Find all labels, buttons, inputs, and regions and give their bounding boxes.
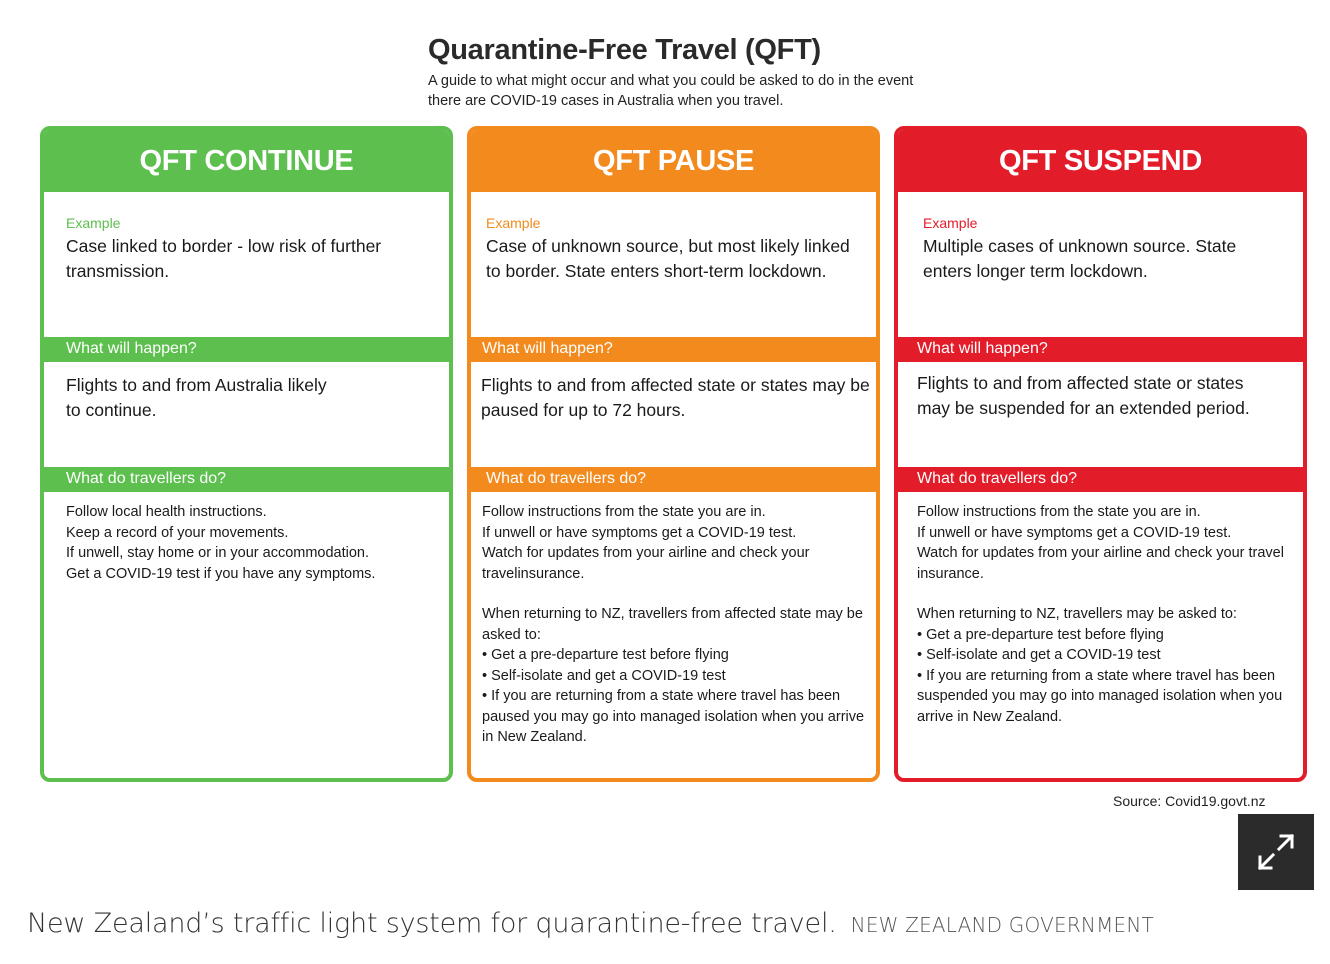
list-item: • Self-isolate and get a COVID-19 test (917, 647, 1161, 663)
list-item: • Get a pre-departure test before flying (482, 647, 729, 663)
what-will-happen-bar: What will happen? (44, 337, 449, 362)
card-qft-pause (467, 126, 880, 782)
what-travellers-do-bar: What do travellers do? (44, 467, 449, 492)
list-item: Follow local health instructions. (66, 504, 267, 520)
infographic-title: Quarantine-Free Travel (QFT) (428, 34, 821, 66)
expand-arrows-icon (1254, 830, 1298, 874)
example-text: Multiple cases of unknown source. State enters longer term lockdown. (923, 236, 1237, 281)
list-item: • If you are returning from a state where travel has been paused you may go into managed isolation when you arrive in New Zealand. (482, 688, 865, 745)
list-item: • Get a pre-departure test before flying (917, 626, 1164, 643)
list-item: If unwell, stay home or in your accommodation. (66, 545, 370, 561)
what-travellers-do-section (44, 502, 449, 584)
infographic-subtitle: A guide to what might occur and what you could be asked to do in the event there are COVID-19 cases in Australia when you travel. (428, 73, 914, 109)
what-will-happen-section (471, 373, 876, 422)
what-travellers-do-section (898, 502, 1303, 727)
returning-intro: When returning to NZ, travellers from affected state may be asked to: (482, 606, 863, 643)
example-section (898, 215, 1303, 283)
infographic-header (428, 34, 948, 111)
what-will-happen-section (44, 373, 449, 422)
example-section (44, 215, 449, 283)
expand-image-button[interactable] (1238, 814, 1314, 890)
list-item: • If you are returning from a state where travel has been suspended you may go into managed isolation when you arrive in New Zealand. (917, 667, 1283, 725)
source-credit: Source: Covid19.govt.nz (1113, 793, 1266, 809)
list-item: Watch for updates from your airline and check your travelinsurance. (482, 545, 810, 582)
what-travellers-do-section (471, 502, 876, 748)
list-item: If unwell or have symptoms get a COVID-19 test. (917, 524, 1232, 541)
example-text: Case linked to border - low risk of further transmission. (66, 236, 382, 281)
list-item: • Self-isolate and get a COVID-19 test (482, 667, 726, 684)
what-will-happen-text: Flights to and from affected state or states may be paused for up to 72 hours. (481, 375, 870, 420)
list-item: Follow instructions from the state you are in. (482, 504, 766, 520)
what-will-happen-text: Flights to and from Australia likely to continue. (66, 375, 327, 420)
list-item: If unwell or have symptoms get a COVID-19 test. (482, 524, 797, 541)
example-label: Example (923, 215, 978, 231)
card-qft-suspend (894, 126, 1307, 782)
card-title: QFT PAUSE (471, 130, 876, 192)
image-caption (27, 908, 1154, 939)
card-title: QFT CONTINUE (44, 130, 449, 192)
list-item: Get a COVID-19 test if you have any symptoms. (66, 565, 376, 582)
card-qft-continue (40, 126, 453, 782)
caption-text: New Zealand’s traffic light system for quarantine-free travel. (27, 908, 837, 939)
what-will-happen-text: Flights to and from affected state or states may be suspended for an extended period. (917, 373, 1250, 418)
what-will-happen-bar: What will happen? (471, 337, 876, 362)
example-label: Example (486, 215, 541, 231)
list-item: Watch for updates from your airline and check your travel insurance. (917, 545, 1284, 582)
example-label: Example (66, 215, 121, 231)
what-will-happen-bar: What will happen? (898, 337, 1303, 362)
caption-credit: NEW ZEALAND GOVERNMENT (850, 913, 1154, 937)
example-text: Case of unknown source, but most likely linked to border. State enters short-term lockdown. (486, 236, 850, 281)
list-item: Keep a record of your movements. (66, 524, 289, 541)
what-travellers-do-bar: What do travellers do? (471, 467, 876, 492)
example-section (471, 215, 876, 283)
list-item: Follow instructions from the state you are in. (917, 504, 1201, 520)
what-travellers-do-bar: What do travellers do? (898, 467, 1303, 492)
card-title: QFT SUSPEND (898, 130, 1303, 192)
what-will-happen-section (898, 371, 1303, 420)
returning-intro: When returning to NZ, travellers may be asked to: (917, 606, 1237, 622)
